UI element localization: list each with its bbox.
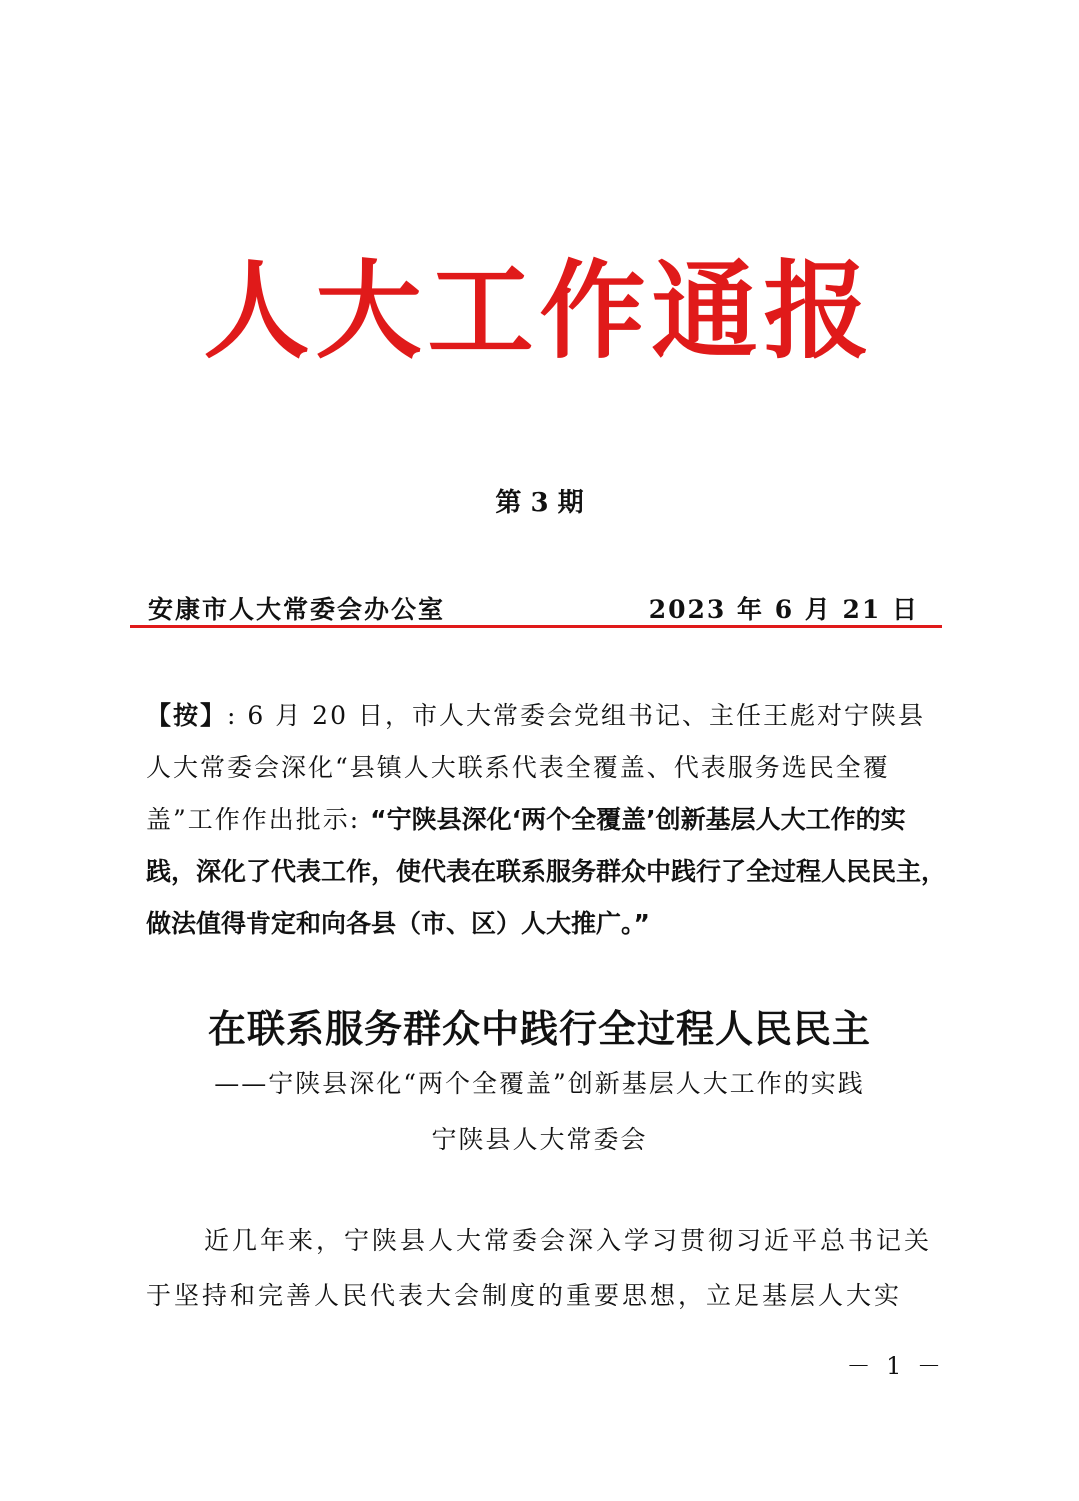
article-title: 在联系服务群众中践行全过程人民民主 (207, 1006, 871, 1051)
article-body-paragraph: 近几年来，宁陕县人大常委会深入学习贯彻习近平总书记关于坚持和完善人民代表大会制度的重要思想，立足基层人大实 (146, 1226, 933, 1310)
editor-note-quote: “宁陕县深化‘两个全覆盖’创新基层人大工作的实践，深化了代表工作，使代表在联系服务群众中践行了全过程人民民主，做法值得肯定和向各县（市、区）人大推广。” (146, 805, 947, 938)
article-subtitle: ——宁陕县深化“两个全覆盖”创新基层人大工作的实践 (214, 1069, 865, 1098)
editor-note-intro: : 6 月 20 日，市人大常委会党组书记、主任王彪对宁陕县人大常委会深化“县镇人大联系代表全覆盖、代表服务选民全覆盖”工作作出批示: (146, 701, 925, 834)
page-number: － 1 － (846, 1352, 945, 1380)
publication-date: 2023 年 6 月 21 日 (648, 595, 919, 624)
editor-note-label: 【按】 (146, 701, 228, 730)
masthead-title: 人大工作通报 (203, 248, 876, 373)
article-author: 宁陕县人大常委会 (431, 1125, 648, 1154)
red-separator-line (130, 625, 942, 628)
editor-note (146, 690, 946, 950)
issue-number: 第 3 期 (495, 488, 584, 518)
issuing-office: 安康市人大常委会办公室 (148, 595, 446, 624)
